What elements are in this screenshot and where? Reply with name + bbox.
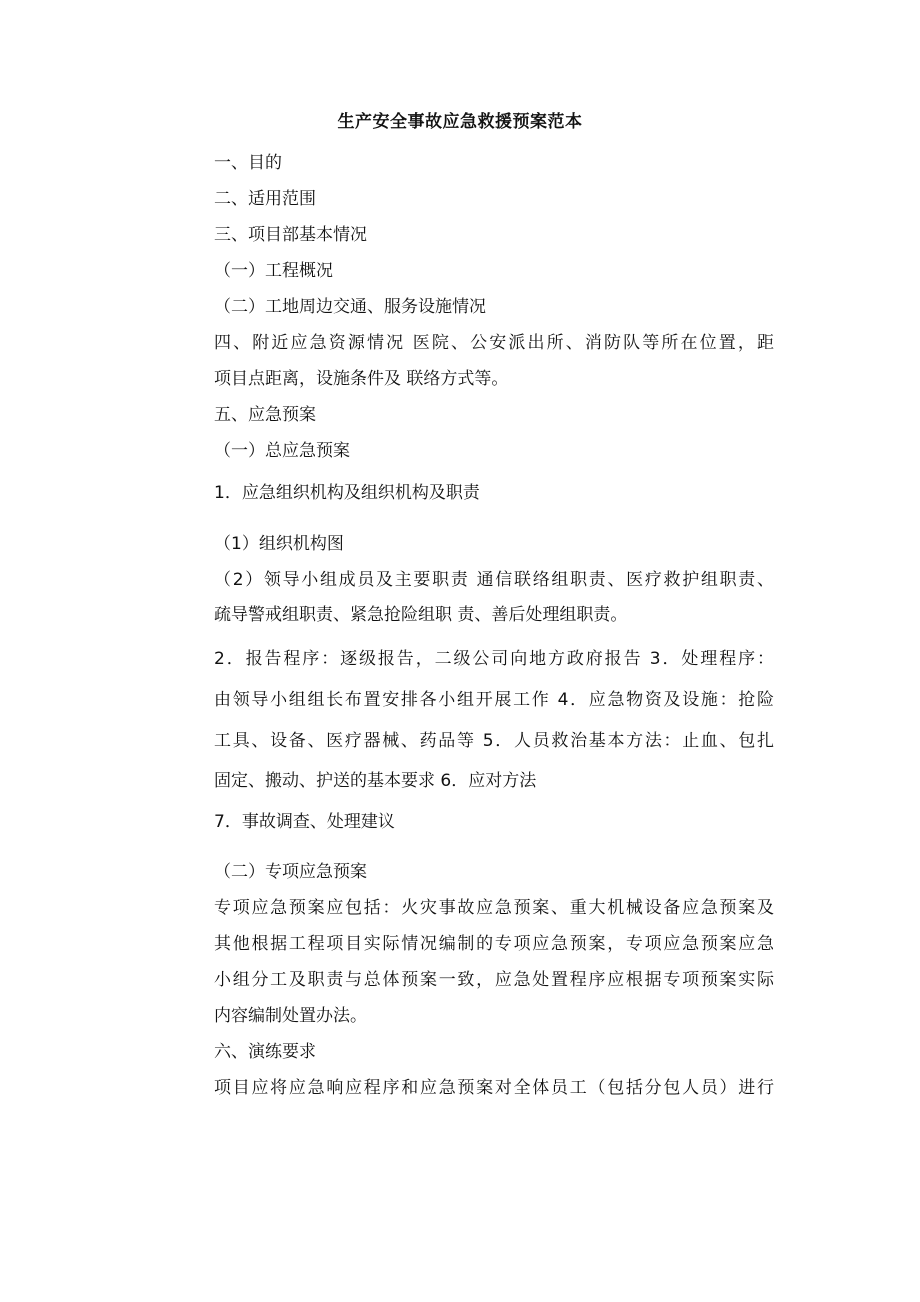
item-procedures-line-1: 2．报告程序：逐级报告，二级公司向地方政府报告 3．处理程序： xyxy=(214,649,774,669)
subheading-general-plan: （一）总应急预案 xyxy=(214,441,350,461)
item-procedures-line-2: 由领导小组组长布置安排各小组开展工作 4．应急物资及设施：抢险 xyxy=(214,690,774,710)
paragraph-drill-line-1: 项目应将应急响应程序和应急预案对全体员工（包括分包人员）进行 xyxy=(214,1078,774,1098)
paragraph-special-line-1: 专项应急预案应包括：火灾事故应急预案、重大机械设备应急预案及 xyxy=(214,898,774,918)
paragraph-resources-line-1: 四、附近应急资源情况 医院、公安派出所、消防队等所在位置，距 xyxy=(214,333,774,353)
heading-emergency-plan: 五、应急预案 xyxy=(214,405,316,425)
item-investigation: 7．事故调查、处理建议 xyxy=(214,812,395,832)
item-leadership-line-2: 疏导警戒组职责、紧急抢险组职 责、善后处理组职责。 xyxy=(214,605,628,625)
item-leadership-line-1: （2）领导小组成员及主要职责 通信联络组职责、医疗救护组职责、 xyxy=(214,570,774,590)
subheading-surroundings: （二）工地周边交通、服务设施情况 xyxy=(214,297,486,317)
item-procedures-line-4: 固定、搬动、护送的基本要求 6．应对方法 xyxy=(214,771,537,791)
item-procedures-line-3: 工具、设备、医疗器械、药品等 5．人员救治基本方法：止血、包扎 xyxy=(214,731,774,751)
heading-project-info: 三、项目部基本情况 xyxy=(214,225,367,245)
heading-drill-requirements: 六、演练要求 xyxy=(214,1042,316,1062)
item-org-chart: （1）组织机构图 xyxy=(214,534,344,554)
subheading-project-overview: （一）工程概况 xyxy=(214,261,333,281)
item-organization: 1．应急组织机构及组织机构及职责 xyxy=(214,483,480,503)
heading-purpose: 一、目的 xyxy=(214,153,282,173)
document-title: 生产安全事故应急救援预案范本 xyxy=(337,112,583,132)
paragraph-special-line-4: 内容编制处置办法。 xyxy=(214,1006,367,1026)
paragraph-special-line-3: 小组分工及职责与总体预案一致，应急处置程序应根据专项预案实际 xyxy=(214,970,774,990)
heading-scope: 二、适用范围 xyxy=(214,189,316,209)
subheading-special-plan: （二）专项应急预案 xyxy=(214,862,367,882)
paragraph-special-line-2: 其他根据工程项目实际情况编制的专项应急预案，专项应急预案应急 xyxy=(214,934,774,954)
paragraph-resources-line-2: 项目点距离，设施条件及 联络方式等。 xyxy=(214,369,509,389)
